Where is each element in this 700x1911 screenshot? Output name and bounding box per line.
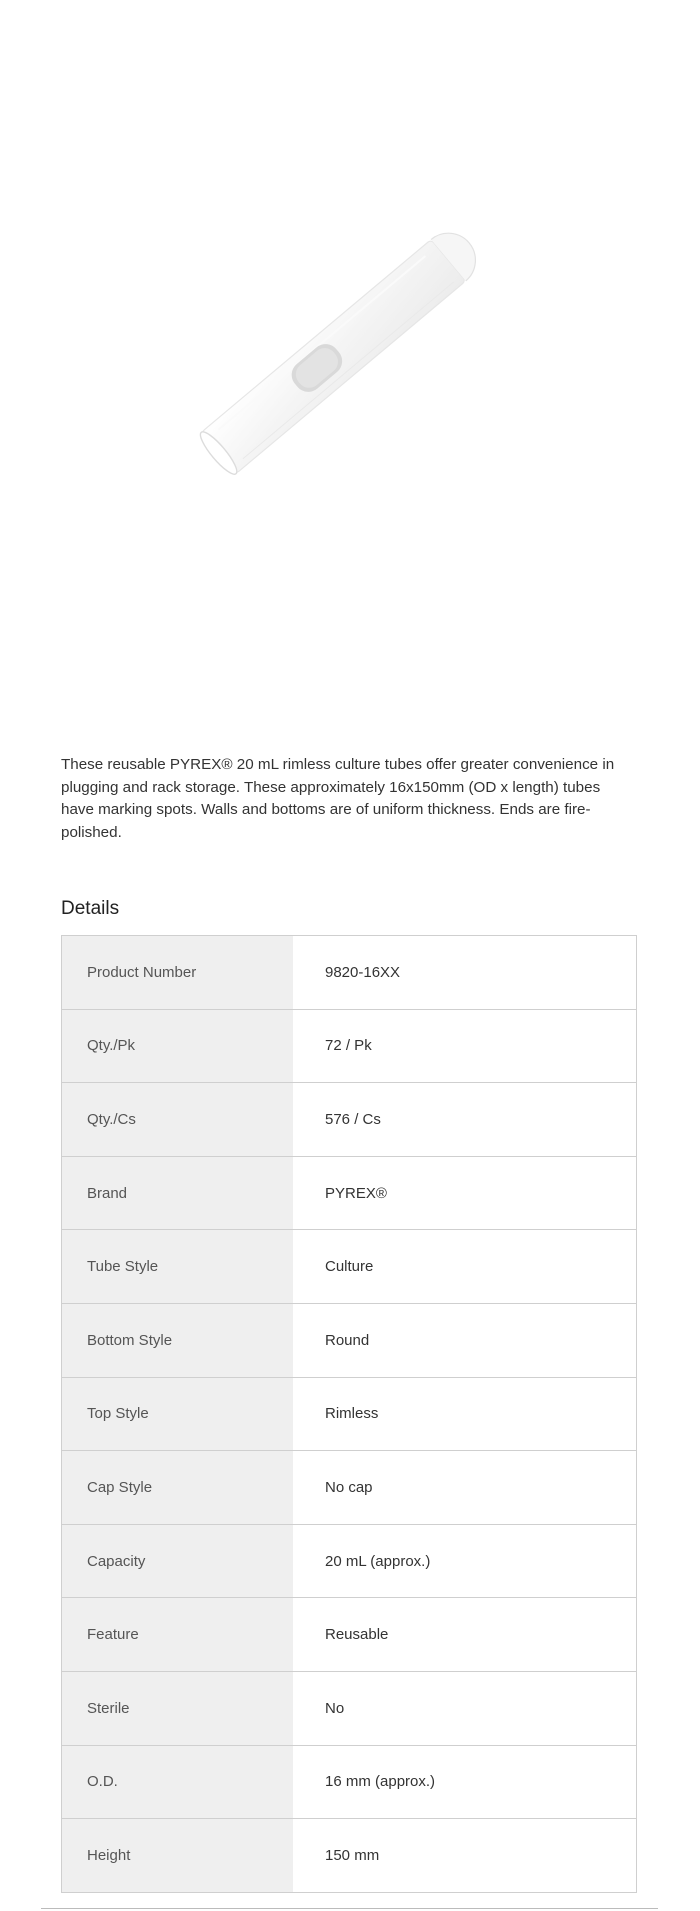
- culture-tube-icon: [0, 0, 700, 720]
- row-label: Capacity: [62, 1525, 293, 1598]
- row-value: 72 / Pk: [293, 1010, 636, 1083]
- row-label: Qty./Cs: [62, 1083, 293, 1156]
- row-label: Sterile: [62, 1672, 293, 1745]
- row-value: Rimless: [293, 1378, 636, 1451]
- table-row: [62, 936, 636, 1010]
- row-value: 9820-16XX: [293, 936, 636, 1009]
- row-label: Height: [62, 1819, 293, 1892]
- row-value: Round: [293, 1304, 636, 1377]
- row-value: 20 mL (approx.): [293, 1525, 636, 1598]
- row-value: Culture: [293, 1230, 636, 1303]
- table-row: [62, 1304, 636, 1378]
- product-image: [0, 0, 700, 720]
- details-heading: Details: [61, 898, 120, 919]
- row-label: Top Style: [62, 1378, 293, 1451]
- row-value: 150 mm: [293, 1819, 636, 1892]
- row-value: 576 / Cs: [293, 1083, 636, 1156]
- details-table: [61, 935, 637, 1893]
- row-label: Feature: [62, 1598, 293, 1671]
- table-row: [62, 1746, 636, 1820]
- table-row: [62, 1230, 636, 1304]
- table-row: [62, 1378, 636, 1452]
- row-label: Qty./Pk: [62, 1010, 293, 1083]
- row-label: Cap Style: [62, 1451, 293, 1524]
- table-row: [62, 1157, 636, 1231]
- row-value: 16 mm (approx.): [293, 1746, 636, 1819]
- row-label: Tube Style: [62, 1230, 293, 1303]
- product-description: These reusable PYREX® 20 mL rimless culture tubes offer greater convenience in plugging and rack storage. These approximately 16x150mm (OD x length) tubes have marking spots. Walls and bottoms are of uniform thickness. Ends are fire-polished.: [61, 756, 615, 841]
- row-value: No cap: [293, 1451, 636, 1524]
- row-label: Product Number: [62, 936, 293, 1009]
- table-row: [62, 1010, 636, 1084]
- table-row: [62, 1819, 636, 1893]
- row-label: Brand: [62, 1157, 293, 1230]
- table-row: [62, 1598, 636, 1672]
- row-value: No: [293, 1672, 636, 1745]
- bottom-divider: [41, 1908, 658, 1909]
- row-label: O.D.: [62, 1746, 293, 1819]
- table-row: [62, 1083, 636, 1157]
- row-label: Bottom Style: [62, 1304, 293, 1377]
- table-row: [62, 1525, 636, 1599]
- row-value: PYREX®: [293, 1157, 636, 1230]
- row-value: Reusable: [293, 1598, 636, 1671]
- table-row: [62, 1451, 636, 1525]
- table-row: [62, 1672, 636, 1746]
